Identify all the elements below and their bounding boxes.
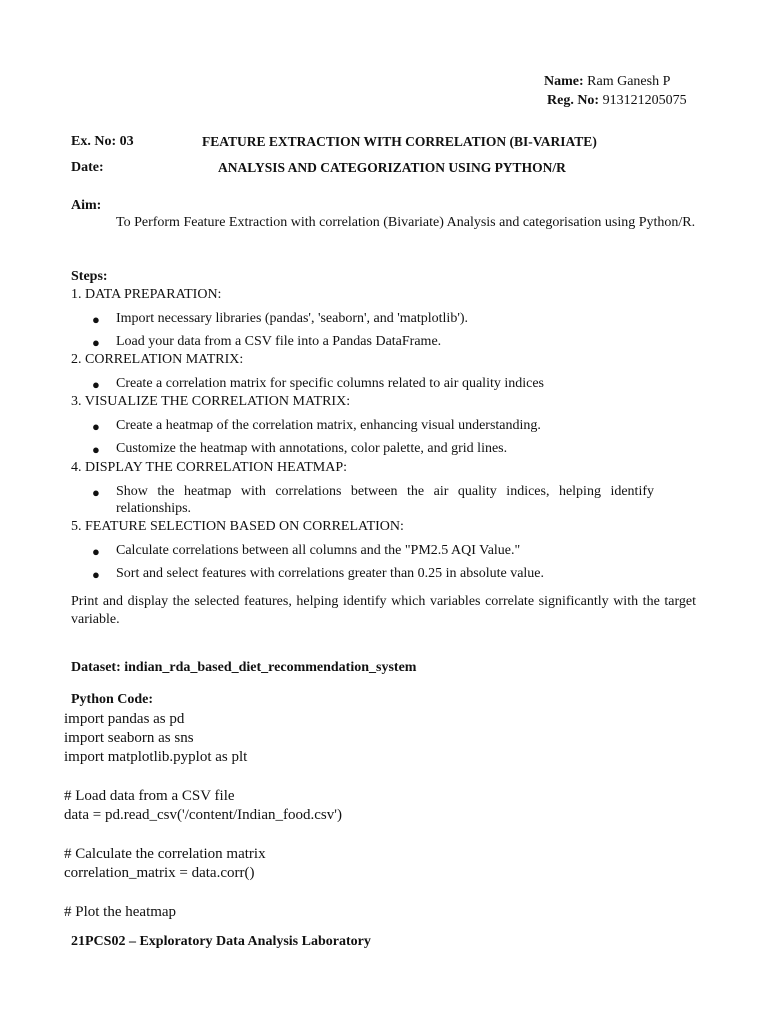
registration-number [547, 92, 687, 110]
bullet-icon: ● [92, 335, 100, 350]
steps-heading: Steps: [71, 269, 108, 284]
dataset-label: Dataset: indian_rda_based_diet_recommendation_system [71, 660, 417, 675]
code-line: import pandas as pd [64, 711, 185, 727]
step-title: 2. CORRELATION MATRIX: [71, 352, 244, 367]
step-bullet-text: Create a heatmap of the correlation matrix, enhancing visual understanding. [116, 418, 541, 433]
step-bullet-text: Load your data from a CSV file into a Pandas DataFrame. [116, 334, 442, 349]
step-bullet-text: Create a correlation matrix for specific columns related to air quality indices [116, 376, 544, 391]
steps-closing-text: Print and display the selected features, helping identify which variables correlate significantly with the target variable. [71, 594, 696, 627]
code-heading: Python Code: [71, 692, 154, 707]
step-title: 3. VISUALIZE THE CORRELATION MATRIX: [71, 394, 351, 409]
bullet-icon: ● [92, 567, 100, 582]
exercise-number: Ex. No: 03 [71, 134, 134, 149]
code-line: correlation_matrix = data.corr() [64, 865, 255, 881]
aim-heading: Aim: [71, 198, 102, 213]
bullet-icon: ● [92, 377, 100, 392]
step-title: 5. FEATURE SELECTION BASED ON CORRELATION: [71, 519, 404, 534]
student-name [544, 73, 670, 91]
name-label: Name: [544, 74, 584, 89]
bullet-icon: ● [92, 312, 100, 327]
exercise-title-line2: ANALYSIS AND CATEGORIZATION USING PYTHON/R [218, 160, 566, 175]
code-line: import matplotlib.pyplot as plt [64, 749, 248, 765]
code-line: import seaborn as sns [64, 730, 194, 746]
reg-value: 913121205075 [602, 93, 687, 108]
page-footer: 21PCS02 – Exploratory Data Analysis Laboratory [71, 934, 371, 949]
step-bullet-text: Customize the heatmap with annotations, color palette, and grid lines. [116, 441, 508, 456]
step-bullet-text: Sort and select features with correlations greater than 0.25 in absolute value. [116, 566, 545, 581]
bullet-icon: ● [92, 544, 100, 559]
bullet-icon: ● [92, 442, 100, 457]
code-line: # Plot the heatmap [64, 904, 177, 920]
reg-label: Reg. No: [547, 93, 600, 108]
bullet-icon: ● [92, 485, 100, 500]
bullet-icon: ● [92, 419, 100, 434]
exercise-title-line1: FEATURE EXTRACTION WITH CORRELATION (BI-VARIATE) [202, 134, 597, 149]
step-bullet-text: Import necessary libraries (pandas', 'seaborn', and 'matplotlib'). [116, 311, 469, 326]
code-line: data = pd.read_csv('/content/Indian_food.csv') [64, 807, 342, 823]
code-line: # Load data from a CSV file [64, 788, 235, 804]
step-title: 4. DISPLAY THE CORRELATION HEATMAP: [71, 460, 348, 475]
step-bullet-text: Calculate correlations between all columns and the "PM2.5 AQI Value." [116, 543, 521, 558]
code-line: # Calculate the correlation matrix [64, 846, 266, 862]
step-bullet-text: Show the heatmap with correlations between the air quality indices, helping identify relationships. [116, 484, 654, 516]
date-label: Date: [71, 160, 104, 175]
aim-text: To Perform Feature Extraction with correlation (Bivariate) Analysis and categorisation using Python/R. [116, 215, 696, 230]
step-title: 1. DATA PREPARATION: [71, 287, 222, 302]
name-value: Ram Ganesh P [587, 74, 671, 89]
